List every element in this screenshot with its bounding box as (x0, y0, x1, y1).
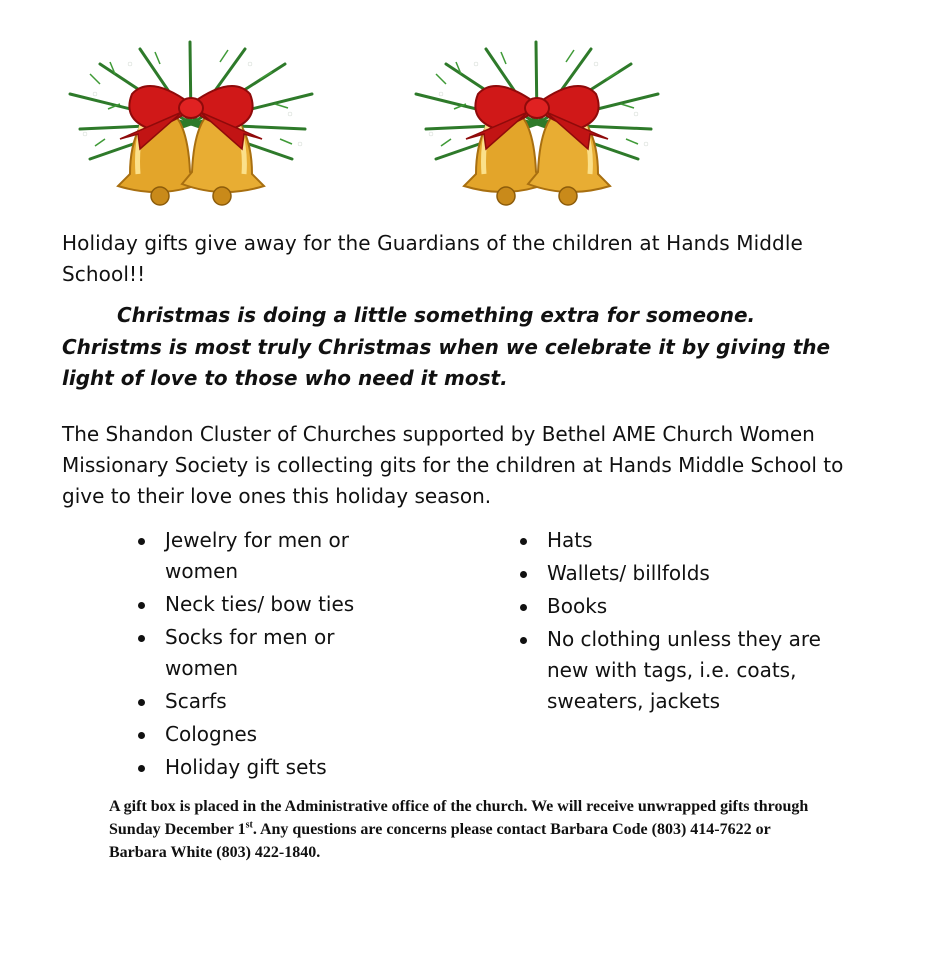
quote-line-2: Christms is most truly Christmas when we celebrate it by giving the light of love to those who need it most. (62, 334, 831, 390)
list-item: Socks for men or women (135, 622, 395, 684)
gift-list-column-2 (517, 525, 827, 719)
contact-note-part-1: A gift box is placed in the Administrative office of the church. We will receive unwrapped gifts through Sunday December 1 (109, 798, 809, 838)
list-item: Wallets/ billfolds (517, 558, 827, 589)
list-item: Scarfs (135, 686, 395, 717)
gift-list-column-1 (135, 525, 395, 785)
christmas-bells-image-left (60, 34, 322, 214)
quote-line-1: Christmas is doing a little something extra for someone. (117, 303, 756, 327)
contact-note (109, 795, 809, 864)
christmas-quote (62, 300, 882, 395)
intro-heading: Holiday gifts give away for the Guardians of the children at Hands Middle School!! (62, 231, 803, 286)
collection-description: The Shandon Cluster of Churches supported by Bethel AME Church Women Missionary Society is collecting gits for the children at Hands Middle School to give to their love ones this holiday season. (62, 422, 844, 508)
list-item: Books (517, 591, 827, 622)
list-item: No clothing unless they are new with tags, i.e. coats, sweaters, jackets (517, 624, 827, 717)
christmas-bells-image-right (388, 34, 686, 214)
list-item: Jewelry for men or women (135, 525, 395, 587)
contact-note-part-2: . Any questions are concerns please contact Barbara Code (803) 414-7622 or Barbara White (803) 422-1840. (109, 821, 771, 861)
list-item: Neck ties/ bow ties (135, 589, 395, 620)
list-item: Colognes (135, 719, 395, 750)
date-ordinal-suffix: st (245, 819, 253, 831)
list-item: Holiday gift sets (135, 752, 395, 783)
list-item: Hats (517, 525, 827, 556)
